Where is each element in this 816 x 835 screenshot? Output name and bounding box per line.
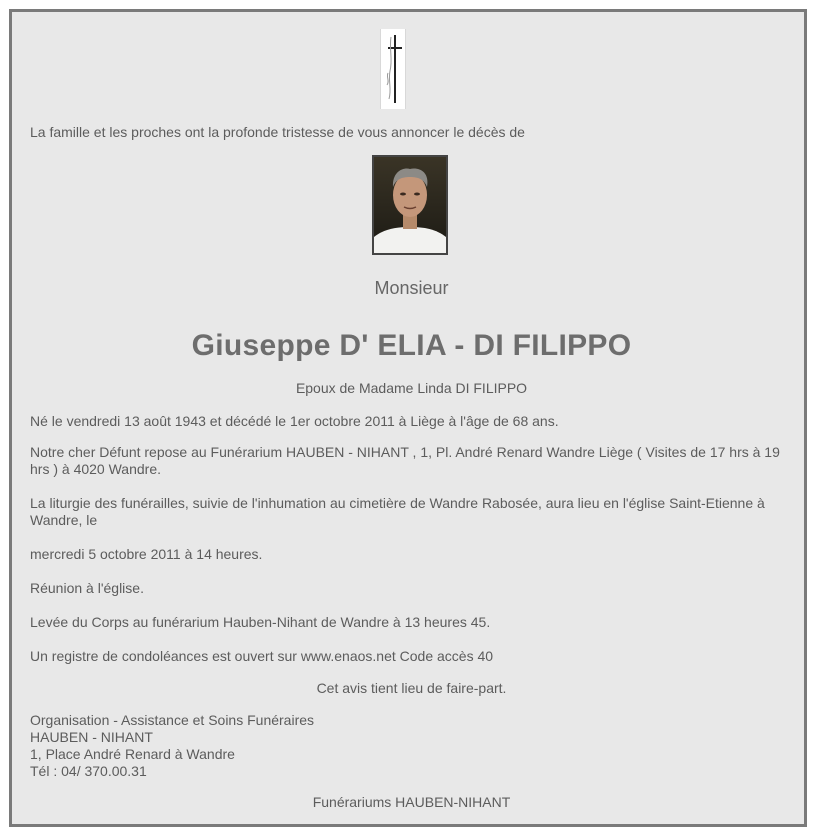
organisation-line-2: HAUBEN - NIHANT (30, 729, 153, 745)
condolence-registry-line: Un registre de condoléances est ouvert sur www.enaos.net Code accès 40 (30, 648, 494, 664)
intro-text: La famille et les proches ont la profonde tristesse de vous annoncer le décès de (30, 124, 525, 140)
birth-death-line: Né le vendredi 13 août 1943 et décédé le 1er octobre 2011 à Liège à l'âge de 68 ans. (30, 413, 559, 429)
rest-place-paragraph: Notre cher Défunt repose au Funérarium HAUBEN - NIHANT , 1, Pl. André Renard Wandre Liège ( Visites de 17 hrs à 19 hrs ) à 4020 Wandre. (30, 444, 780, 477)
obituary-card (9, 9, 807, 827)
cross-icon (380, 29, 406, 109)
honorific: Monsieur (374, 278, 449, 298)
reunion-line: Réunion à l'église. (30, 580, 144, 596)
deceased-name: Giuseppe D' ELIA - DI FILIPPO (191, 329, 632, 362)
footer-text: Funérariums HAUBEN-NIHANT (312, 794, 511, 810)
organisation-block (30, 712, 793, 780)
funeral-date-time: mercredi 5 octobre 2011 à 14 heures. (30, 546, 263, 562)
spouse-line: Epoux de Madame Linda DI FILIPPO (295, 380, 528, 396)
portrait-photo (372, 155, 448, 255)
levee-line: Levée du Corps au funérarium Hauben-Nihant de Wandre à 13 heures 45. (30, 614, 491, 630)
organisation-line-1: Organisation - Assistance et Soins Funéraires (30, 712, 315, 728)
liturgy-paragraph: La liturgie des funérailles, suivie de l'inhumation au cimetière de Wandre Rabosée, aura lieu en l'église Saint-Etienne à Wandre, le (30, 495, 765, 528)
notice-line: Cet avis tient lieu de faire-part. (316, 680, 507, 696)
organisation-phone: Tél : 04/ 370.00.31 (30, 763, 147, 779)
organisation-line-3: 1, Place André Renard à Wandre (30, 746, 235, 762)
